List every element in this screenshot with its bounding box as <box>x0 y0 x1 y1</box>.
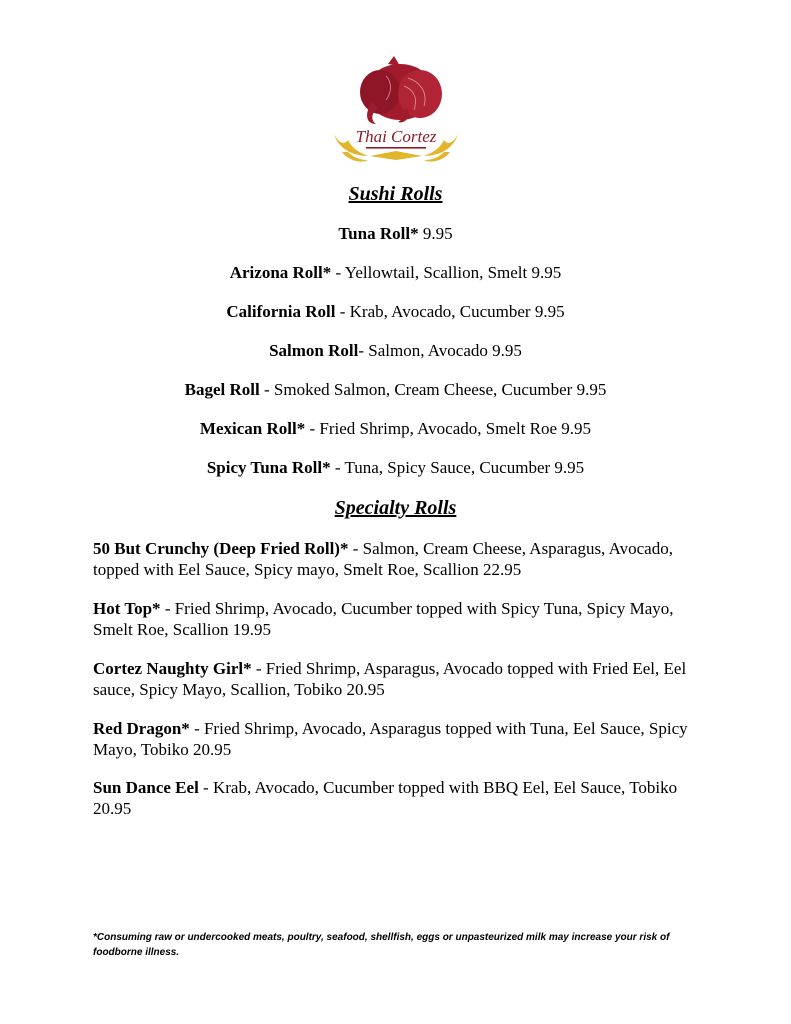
menu-item-50-but-crunchy <box>93 538 703 580</box>
menu-item-california-roll <box>0 302 791 322</box>
item-name: Arizona Roll* <box>229 263 332 282</box>
menu-item-sun-dance-eel <box>93 777 703 819</box>
menu-item-cortez-naughty-girl <box>93 658 703 700</box>
item-description: - Krab, Avocado, Cucumber 9.95 <box>335 302 565 321</box>
raw-food-disclaimer: *Consuming raw or undercooked meats, poultry, seafood, shellfish, eggs or unpasteurized milk may increase your risk of foodborne illness. <box>93 932 670 958</box>
item-name: Hot Top* <box>93 599 161 618</box>
menu-item-bagel-roll <box>0 380 791 400</box>
item-name: Bagel Roll <box>184 380 260 399</box>
item-name: California Roll <box>226 302 336 321</box>
item-description: - Salmon, Avocado 9.95 <box>358 341 522 360</box>
item-name: Sun Dance Eel <box>93 778 199 797</box>
item-description: - Salmon, Cream Cheese, Asparagus, Avocado, topped with Eel Sauce, Spicy mayo, Smelt Roe, Scallion 22.95 <box>93 539 673 579</box>
item-description: - Fried Shrimp, Avocado, Cucumber topped with Spicy Tuna, Spicy Mayo, Smelt Roe, Scallion 19.95 <box>93 599 674 639</box>
item-name: Tuna Roll* <box>338 224 419 243</box>
menu-item-mexican-roll <box>0 419 791 439</box>
item-name: 50 But Crunchy (Deep Fried Roll)* <box>93 539 349 558</box>
item-name: Mexican Roll* <box>199 419 306 438</box>
item-description: - Tuna, Spicy Sauce, Cucumber 9.95 <box>330 458 585 477</box>
sushi-rolls-heading: Sushi Rolls <box>348 183 443 205</box>
menu-item-red-dragon <box>93 718 703 760</box>
menu-item-hot-top <box>93 598 703 640</box>
menu-item-salmon-roll <box>0 341 791 361</box>
item-name: Red Dragon* <box>93 719 190 738</box>
menu-item-tuna-roll <box>0 224 791 244</box>
item-description: - Fried Shrimp, Asparagus, Avocado topped with Fried Eel, Eel sauce, Spicy Mayo, Scallion, Tobiko 20.95 <box>93 659 687 699</box>
item-description: 9.95 <box>418 224 453 243</box>
item-name: Cortez Naughty Girl* <box>93 659 252 678</box>
item-description: - Krab, Avocado, Cucumber topped with BBQ Eel, Eel Sauce, Tobiko 20.95 <box>93 778 678 818</box>
item-name: Salmon Roll <box>269 341 359 360</box>
specialty-rolls-heading: Specialty Rolls <box>334 497 457 519</box>
menu-item-spicy-tuna-roll <box>0 458 791 478</box>
item-description: - Smoked Salmon, Cream Cheese, Cucumber 9.95 <box>259 380 607 399</box>
restaurant-logo <box>308 52 484 176</box>
item-description: - Yellowtail, Scallion, Smelt 9.95 <box>331 263 562 282</box>
menu-item-arizona-roll <box>0 263 791 283</box>
logo-name: Thai Cortez <box>355 127 437 146</box>
item-description: - Fried Shrimp, Avocado, Asparagus topped with Tuna, Eel Sauce, Spicy Mayo, Tobiko 20.95 <box>93 719 688 759</box>
elephant-logo-icon <box>308 52 484 176</box>
item-description: - Fried Shrimp, Avocado, Smelt Roe 9.95 <box>305 419 592 438</box>
item-name: Spicy Tuna Roll* <box>206 458 331 477</box>
